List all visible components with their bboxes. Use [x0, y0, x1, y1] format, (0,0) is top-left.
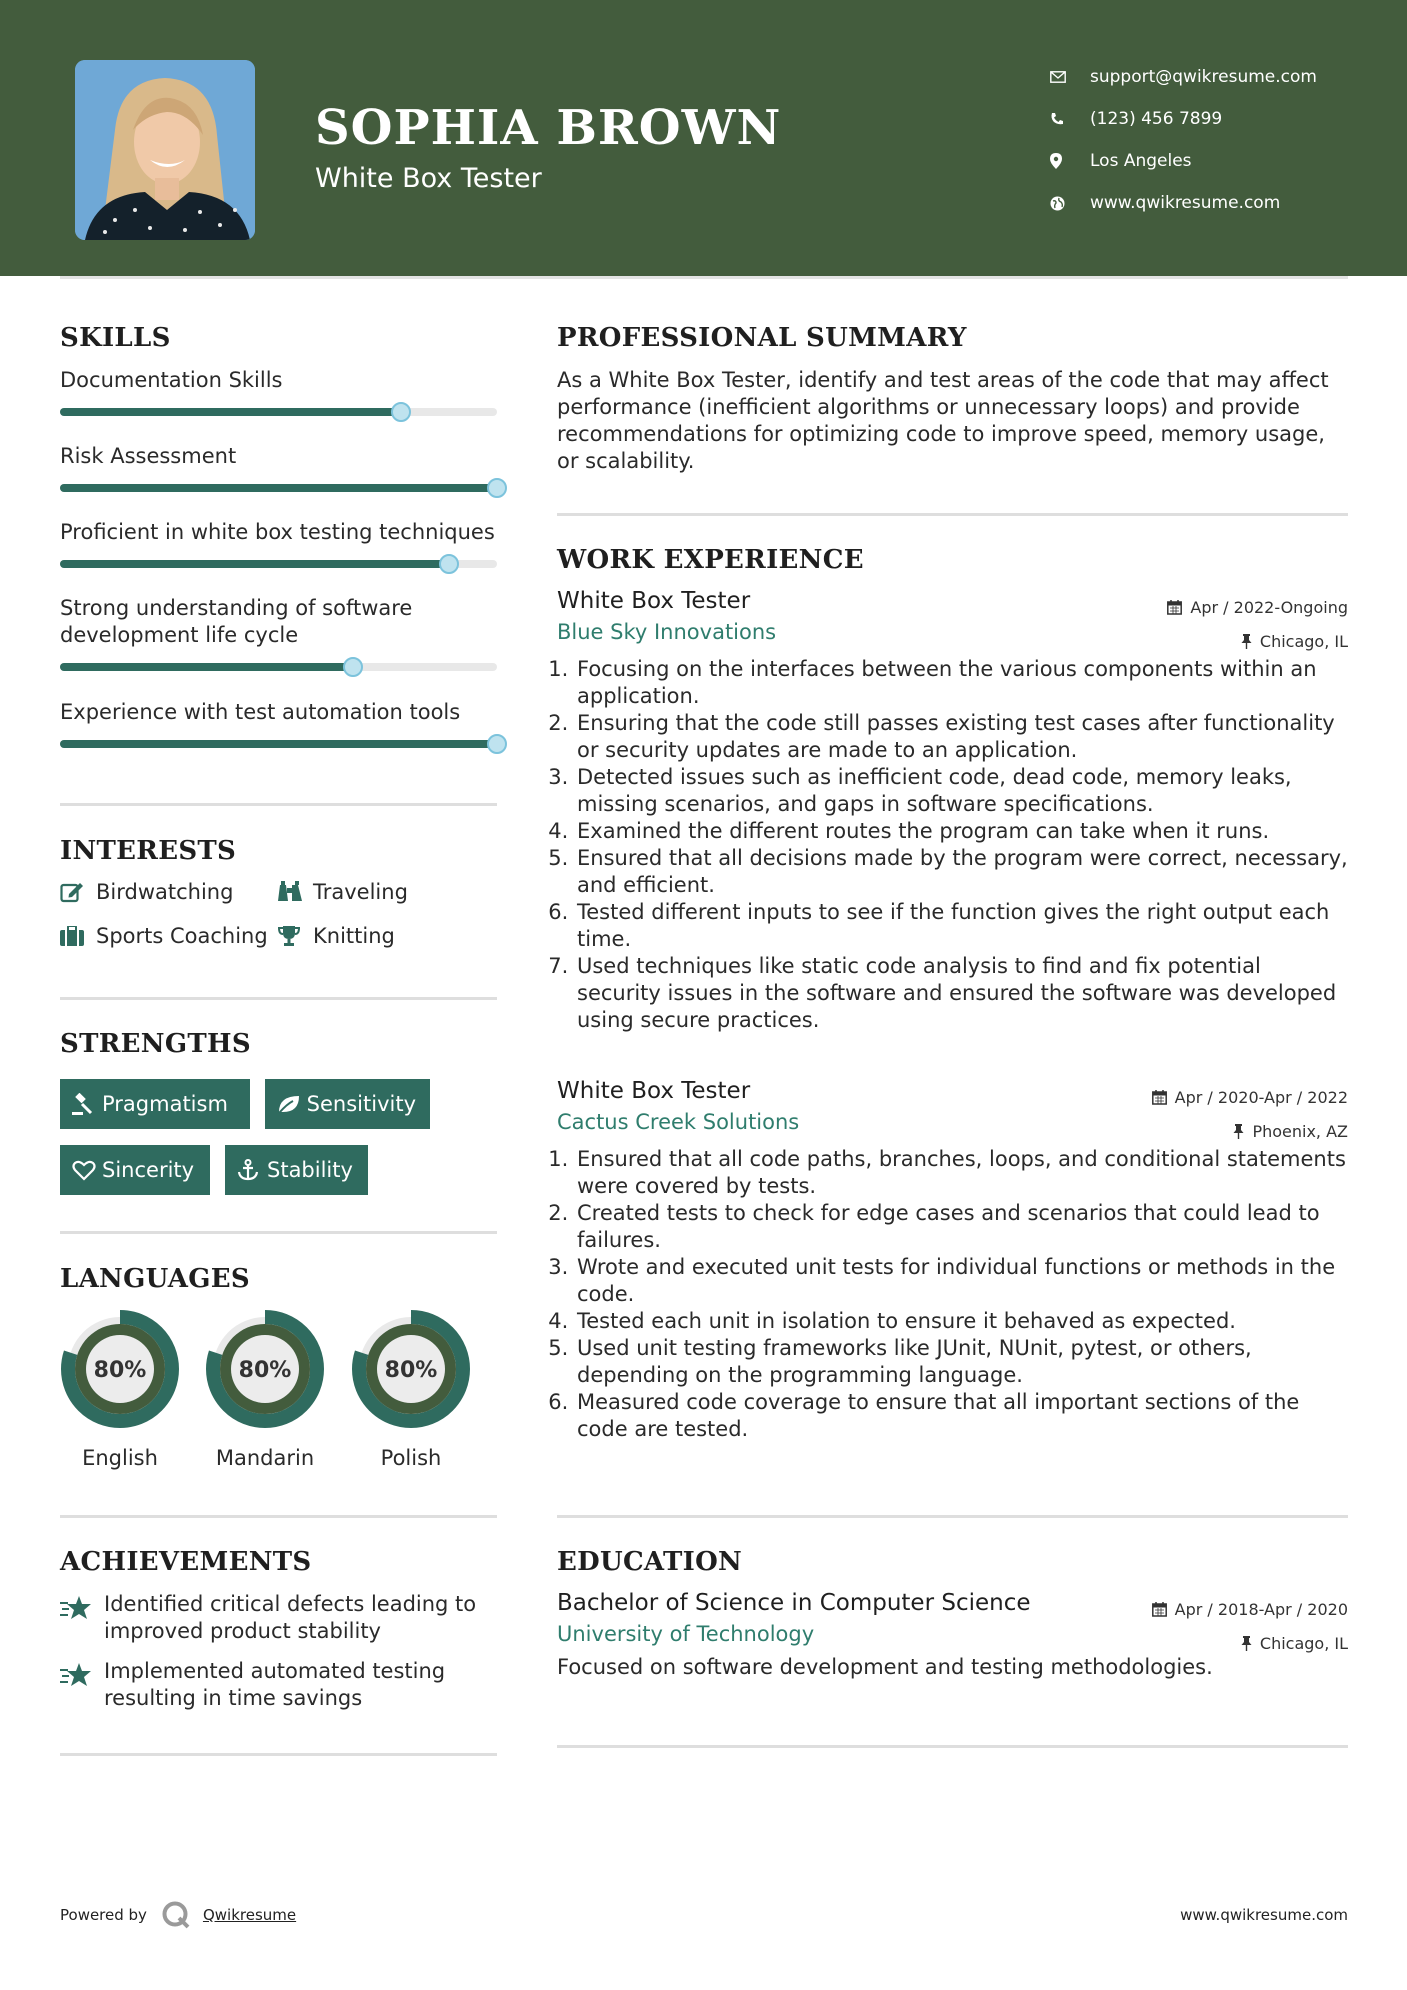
envelope-icon: [1050, 67, 1090, 87]
qwikresume-link[interactable]: Qwikresume: [202, 1906, 297, 1924]
company-name: Blue Sky Innovations: [557, 620, 777, 644]
degree-title: Bachelor of Science in Computer Science: [557, 1590, 1031, 1616]
skill-label: Risk Assessment: [60, 444, 237, 468]
language-label: Polish: [380, 1446, 442, 1470]
languages-heading: LANGUAGES: [60, 1264, 250, 1294]
job-location-text: Chicago, IL: [1259, 632, 1348, 651]
skill-bar: [60, 408, 497, 416]
profile-photo: [75, 60, 255, 240]
skill-label: Experience with test automation tools: [60, 700, 461, 724]
language-label: Mandarin: [215, 1446, 315, 1470]
language-percent: 80%: [384, 1358, 438, 1383]
calendar-icon: [1167, 600, 1182, 615]
candidate-title: White Box Tester: [315, 163, 542, 194]
website-text: www.qwikresume.com: [1090, 193, 1281, 213]
duty-item: 1. Focusing on the interfaces between the various components within an application.: [575, 656, 1348, 710]
leaf-icon: [277, 1094, 307, 1114]
education-location: [1241, 1634, 1348, 1653]
job-dates: [1167, 598, 1348, 617]
section-divider: [60, 1515, 497, 1518]
summary-text: As a White Box Tester, identify and test areas of the code that may affect performance (inefficient algorithms or unnecessary loops) and provide recommendations for optimizing code to improve speed, memory usage, or scalability.: [557, 368, 1329, 473]
education-dates-text: Apr / 2018-Apr / 2020: [1174, 1600, 1348, 1619]
job-title: White Box Tester: [557, 1078, 751, 1104]
strengths-heading: STRENGTHS: [60, 1029, 251, 1059]
language-percent: 80%: [93, 1358, 147, 1383]
interest-item: [60, 924, 268, 948]
duty-item: 4. Examined the different routes the program can take when it runs.: [575, 818, 1348, 845]
strength-label: Sincerity: [102, 1158, 195, 1182]
duty-item: 5. Ensured that all decisions made by the program were correct, necessary, and efficient.: [575, 845, 1348, 899]
strength-label: Stability: [267, 1158, 353, 1182]
skills-list: [60, 367, 497, 759]
language-progress-ring: [350, 1308, 472, 1430]
section-divider: [60, 803, 497, 806]
education-heading: EDUCATION: [557, 1547, 743, 1577]
skill-bar-knob: [391, 402, 411, 422]
achievement-text: Identified critical defects leading to improved product stability: [104, 1592, 477, 1643]
skill-bar-knob: [439, 554, 459, 574]
footer-website[interactable]: www.qwikresume.com: [1180, 1906, 1348, 1924]
calendar-icon: [1152, 1602, 1167, 1617]
duty-item: 4. Tested each unit in isolation to ensure it behaved as expected.: [575, 1308, 1348, 1335]
duty-item: 7. Used techniques like static code analysis to find and fix potential security issues in the software and ensured the software was developed using secure practices.: [575, 953, 1348, 1034]
section-divider: [557, 513, 1348, 516]
interest-label: Sports Coaching: [96, 924, 268, 948]
header-divider: [60, 276, 1348, 279]
skill-bar-knob: [487, 478, 507, 498]
interest-item: [60, 880, 233, 904]
education-description: Focused on software development and testing methodologies.: [557, 1655, 1213, 1679]
skill-bar-knob: [343, 657, 363, 677]
skill-item: [60, 443, 497, 519]
job-dates: [1152, 1088, 1348, 1107]
job-location-text: Phoenix, AZ: [1252, 1122, 1348, 1141]
section-divider: [60, 1231, 497, 1234]
phone-text: (123) 456 7899: [1090, 109, 1223, 129]
education-dates: [1152, 1600, 1348, 1619]
heart-icon: [72, 1160, 102, 1181]
summary-heading: PROFESSIONAL SUMMARY: [557, 323, 967, 353]
duty-item: 2. Created tests to check for edge cases and scenarios that could lead to failures.: [575, 1200, 1348, 1254]
company-name: Cactus Creek Solutions: [557, 1110, 800, 1134]
duty-item: 6. Tested different inputs to see if the function gives the right output each time.: [575, 899, 1348, 953]
duty-item: 6. Measured code coverage to ensure that all important sections of the code are tested.: [575, 1389, 1348, 1443]
footer-powered-by: [60, 1900, 296, 1930]
contact-location: [1050, 140, 1317, 182]
qwikresume-logo-icon: [161, 1900, 191, 1930]
language-item: [204, 1308, 326, 1470]
candidate-name: SOPHIA BROWN: [315, 100, 782, 156]
language-percent: 80%: [238, 1358, 292, 1383]
school-name: University of Technology: [557, 1622, 815, 1646]
skill-bar-fill: [60, 408, 401, 416]
section-divider: [557, 1745, 1348, 1748]
contact-list: [1050, 56, 1317, 224]
job-dates-text: Apr / 2020-Apr / 2022: [1174, 1088, 1348, 1107]
skills-heading: SKILLS: [60, 323, 171, 353]
skill-bar: [60, 560, 497, 568]
location-text: Los Angeles: [1090, 151, 1192, 171]
skill-label: Strong understanding of software development life cycle: [60, 596, 413, 647]
achievement-text: Implemented automated testing resulting in time savings: [104, 1659, 446, 1710]
email-text: support@qwikresume.com: [1090, 67, 1317, 87]
skill-label: Documentation Skills: [60, 368, 283, 392]
education-entry: [557, 1590, 1348, 1681]
skill-item: [60, 595, 497, 699]
strength-badge: [60, 1079, 250, 1129]
section-divider: [60, 1753, 497, 1756]
calendar-icon: [1152, 1090, 1167, 1105]
strength-badge: [225, 1145, 368, 1195]
star-icon: [60, 1591, 104, 1645]
pushpin-icon: [1241, 1636, 1252, 1651]
gavel-icon: [72, 1093, 102, 1115]
strength-badge: [60, 1145, 210, 1195]
job-dates-text: Apr / 2022-Ongoing: [1190, 598, 1348, 617]
skill-item: [60, 699, 497, 759]
skill-bar-fill: [60, 663, 353, 671]
map-pin-icon: [1050, 151, 1090, 171]
strength-label: Pragmatism: [102, 1092, 228, 1116]
section-divider: [557, 1515, 1348, 1518]
experience-heading: WORK EXPERIENCE: [557, 545, 864, 575]
duty-item: 1. Ensured that all code paths, branches, loops, and conditional statements were covered by tests.: [575, 1146, 1348, 1200]
briefcase-icon: [60, 926, 96, 946]
skill-item: [60, 367, 497, 443]
duties-list: [557, 1146, 1348, 1443]
job-entry: [557, 588, 1348, 1034]
skill-label: Proficient in white box testing techniques: [60, 520, 495, 544]
duty-item: 5. Used unit testing frameworks like JUnit, NUnit, pytest, or others, depending on the programming language.: [575, 1335, 1348, 1389]
contact-email[interactable]: [1050, 56, 1317, 98]
skill-bar: [60, 484, 497, 492]
duty-item: 3. Detected issues such as inefficient code, dead code, memory leaks, missing scenarios, and gaps in software specifications.: [575, 764, 1348, 818]
job-location: [1241, 632, 1348, 651]
language-progress-ring: [204, 1308, 326, 1430]
job-entry: [557, 1078, 1348, 1443]
interest-label: Birdwatching: [96, 880, 234, 904]
contact-phone[interactable]: [1050, 98, 1317, 140]
skill-bar: [60, 740, 497, 748]
trophy-icon: [277, 925, 313, 947]
duties-list: [557, 656, 1348, 1034]
interest-label: Traveling: [313, 880, 408, 904]
achievements-heading: ACHIEVEMENTS: [60, 1547, 312, 1577]
phone-icon: [1050, 109, 1090, 129]
interest-item: [277, 880, 408, 904]
pushpin-icon: [1241, 634, 1252, 649]
star-icon: [60, 1658, 104, 1712]
achievement-item: [60, 1658, 497, 1712]
section-divider: [60, 997, 497, 1000]
education-location-text: Chicago, IL: [1259, 1634, 1348, 1653]
language-item: [59, 1308, 181, 1470]
strength-label: Sensitivity: [306, 1092, 416, 1116]
binoculars-icon: [277, 881, 313, 903]
powered-by-text: Powered by: [60, 1906, 147, 1924]
skill-bar-fill: [60, 740, 497, 748]
language-label: English: [82, 1446, 158, 1470]
anchor-icon: [237, 1159, 267, 1181]
skill-bar: [60, 663, 497, 671]
language-progress-ring: [59, 1308, 181, 1430]
job-location: [1233, 1122, 1348, 1141]
strength-badge: [265, 1079, 430, 1129]
pushpin-icon: [1233, 1124, 1244, 1139]
job-title: White Box Tester: [557, 588, 751, 614]
skill-bar-knob: [487, 734, 507, 754]
edit-icon: [60, 881, 96, 903]
skill-item: [60, 519, 497, 595]
interests-heading: INTERESTS: [60, 836, 237, 866]
interest-item: [277, 924, 395, 948]
language-item: [350, 1308, 472, 1470]
achievement-item: [60, 1591, 497, 1645]
skill-bar-fill: [60, 560, 449, 568]
globe-icon: [1050, 193, 1090, 213]
contact-website[interactable]: [1050, 182, 1317, 224]
interest-label: Knitting: [313, 924, 395, 948]
skill-bar-fill: [60, 484, 497, 492]
duty-item: 2. Ensuring that the code still passes existing test cases after functionality or security updates are made to an application.: [575, 710, 1348, 764]
resume-header: [0, 0, 1407, 276]
duty-item: 3. Wrote and executed unit tests for individual functions or methods in the code.: [575, 1254, 1348, 1308]
